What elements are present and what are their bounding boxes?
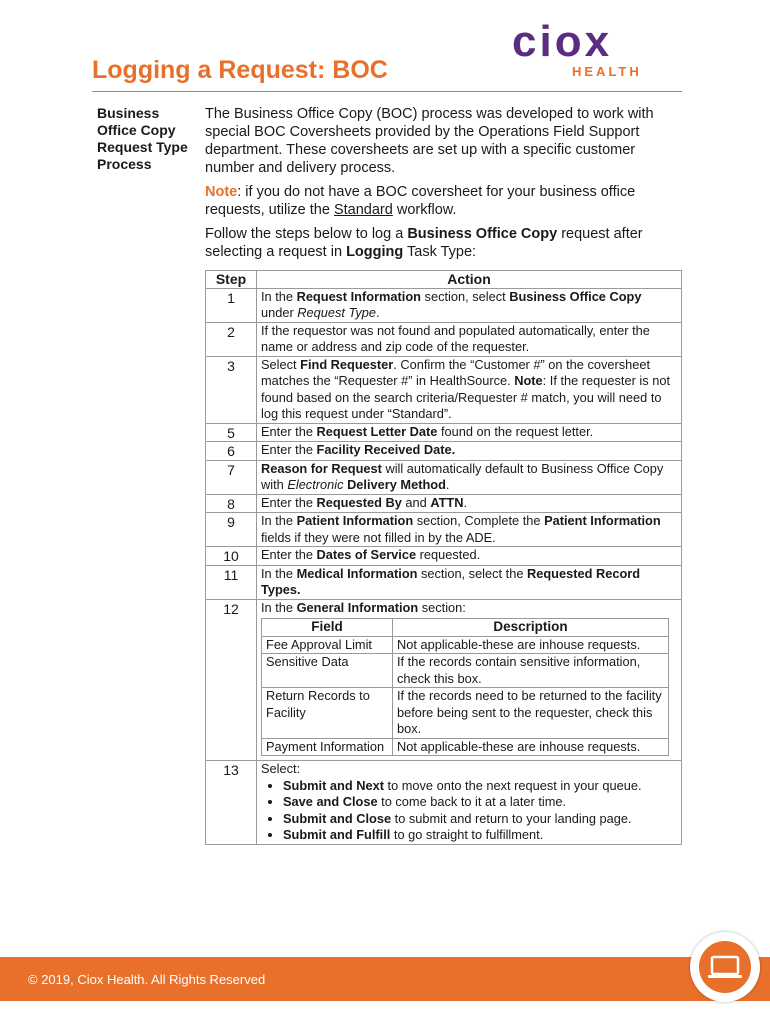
step-number: 5 [206,423,257,442]
option-name: Submit and Close [283,810,392,826]
step-action-text: Enter the [261,494,317,510]
step-action-text: Business Office Copy [509,288,642,304]
step-action-text: Requested By [316,494,402,510]
step-action [257,423,682,442]
intro-text [205,105,685,267]
step-action-text: Request Information [296,288,421,304]
description-cell: Not applicable-these are inhouse requests. [393,636,669,654]
action-column-header: Action [257,271,682,289]
step-action-text: found on the request letter. [437,423,594,439]
step-action [257,288,682,322]
follow-text-c: request after selecting a request in [205,226,643,260]
step-action-text: and [401,494,431,510]
step-action [257,442,682,461]
table-row [206,513,682,547]
step-action-text: : If the requester is not found based on the search criteria/Requester # match, you will need to log this request under “Standard”. [261,373,670,421]
steps-table-header [206,271,682,289]
field-column-header: Field [262,619,393,637]
step-action-text: Enter the [261,442,317,457]
step-action-text: Dates of Service [316,547,417,562]
table-row [206,494,682,513]
step-action-text: Requested Record Types. [261,565,641,597]
description-cell: If the records need to be returned to the facility before being sent to the requester, check this box. [393,688,669,739]
submit-options-list [261,778,677,844]
step-action-text: In the [261,288,297,304]
table-row [206,423,682,442]
field-cell: Payment Information [262,738,393,756]
table-row [206,761,682,845]
option-description: to move onto the next request in your queue. [383,777,642,793]
step-action [257,322,682,356]
step-action-text: . [376,305,380,320]
description-cell: If the records contain sensitive information, check this box. [393,654,669,688]
steps-table [205,270,682,845]
page-title: Logging a Request: BOC [92,56,388,84]
step-action [257,565,682,599]
step-action-text: Request Type [297,305,377,320]
step-action-text: Enter the [261,547,317,562]
list-item [283,827,677,844]
step-action-text: Select [261,356,301,372]
step-action-text: . [445,477,450,492]
table-row [206,288,682,322]
section-side-label: Business Office Copy Request Type Process [97,105,188,172]
step-number: 6 [206,442,257,461]
laptop-badge [690,932,760,1002]
follow-text-d: Logging [346,244,404,260]
step-action-text: Patient Information [296,513,414,528]
inner-table-body [262,636,669,756]
step-action [257,547,682,566]
step-action-text: requested. [416,547,481,562]
copyright-text: © 2019, Ciox Health. All Rights Reserved [28,972,266,987]
note-text: : if you do not have a BOC coversheet for your business office requests, utilize the [205,184,636,218]
step-action-text: section, Complete the [413,513,545,528]
laptop-icon [704,948,746,986]
step-number: 8 [206,494,257,513]
inner-table-row [262,688,669,739]
step-action-text: Request Letter Date [316,423,438,439]
intro-paragraph: The Business Office Copy (BOC) process was developed to work with special BOC Coversheets provided by the Operations Field Support department. These coversheets are set up with a specific customer number and delivery process. [205,106,654,176]
description-cell: Not applicable-these are inhouse requests. [393,738,669,756]
follow-text-a: Follow the steps below to log a [205,226,408,242]
list-item [283,811,677,828]
follow-text-b: Business Office Copy [407,226,558,242]
step-number: 11 [206,565,257,599]
step-action-text: section, select [421,288,510,304]
step-action-text: Medical Information [296,565,418,581]
field-cell: Sensitive Data [262,654,393,688]
step-action-text: Facility Received Date. [316,442,456,457]
standard-workflow-link[interactable]: Standard [333,202,393,218]
inner-table-header [262,619,669,637]
step-action [257,494,682,513]
option-name: Submit and Fulfill [283,827,391,842]
step-action-text: Delivery Method [347,477,446,492]
logo-wordmark: ciox [512,17,613,66]
note-end: workflow. [392,202,457,218]
step-number: 10 [206,547,257,566]
table-row [206,322,682,356]
select-lead-text: Select: [261,761,301,776]
table-row [206,442,682,461]
field-cell: Fee Approval Limit [262,636,393,654]
description-column-header: Description [393,619,669,637]
list-item [283,778,677,795]
table-row [206,599,682,761]
step-number: 7 [206,460,257,494]
inner-table-row [262,636,669,654]
logo-subtitle: HEALTH [572,64,642,79]
step-action-text: In the [261,565,297,581]
step-action [257,356,682,423]
step-action-text: Note [514,373,543,388]
list-item [283,794,677,811]
step-action [257,460,682,494]
step-action-text: fields if they were not filled in by the ADE. [261,529,496,545]
steps-table-body [206,288,682,599]
step-action-text: under [261,305,298,320]
table-row [206,356,682,423]
table-row [206,547,682,566]
step-action-text: . Confirm the “Customer #” on the coversheet matches the “Requester #” in HealthSource. [261,356,651,388]
step-action-text: Electronic [287,477,344,492]
step-action-text: Enter the [261,423,317,439]
step-action-text: In the [261,513,297,528]
step-number: 13 [206,761,257,845]
follow-text-e: Task Type: [403,244,477,260]
field-cell: Return Records to Facility [262,688,393,739]
follow-steps-paragraph [205,225,685,261]
general-information-table [261,618,669,756]
note-label: Note [205,184,238,200]
option-description: to go straight to fulfillment. [390,827,544,842]
step-action-text: Patient Information [544,513,661,528]
row12-text-a: In the [261,599,297,615]
inner-table-row [262,654,669,688]
row12-text-b: General Information [296,599,419,615]
step-action-text: will automatically default to Business Office Copy with [261,460,664,492]
step-action-text: . [463,494,468,510]
step-number: 2 [206,322,257,356]
ciox-health-logo [512,17,642,79]
step-action-text: If the requestor was not found and populated automatically, enter the name or address and zip code of the requester. [261,322,650,354]
option-description: to submit and return to your landing page. [391,810,632,826]
table-row [206,565,682,599]
title-divider [92,91,682,92]
option-name: Submit and Next [283,777,384,793]
step-number: 12 [206,599,257,761]
note-paragraph [205,183,685,219]
step-action-text: Reason for Request [261,460,382,476]
step-action [257,599,682,761]
row12-text-c: section: [418,599,466,615]
option-description: to come back to it at a later time. [377,794,567,809]
step-number: 1 [206,288,257,322]
step-action [257,513,682,547]
step-action-text: Find Requester [300,356,394,372]
step-column-header: Step [206,271,257,289]
step-action [257,761,682,845]
option-name: Save and Close [283,794,378,809]
step-number: 9 [206,513,257,547]
step-action-text: section, select the [417,565,527,581]
table-row [206,460,682,494]
step-number: 3 [206,356,257,423]
step-action-text: ATTN [430,494,464,510]
inner-table-row [262,738,669,756]
